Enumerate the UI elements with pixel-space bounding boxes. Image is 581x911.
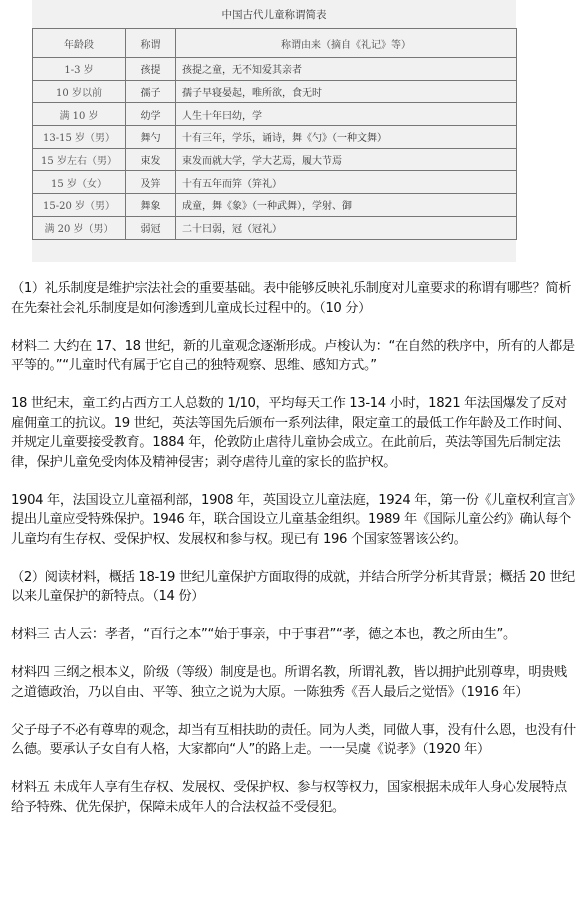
table-row [33, 171, 517, 194]
material-5: 材料五 未成年人享有生存权、发展权、受保护权、参与权等权力，国家根据未成年人身心发展特点给予特殊、优先保护，保障未成年人的合法权益不受侵犯。 [11, 780, 567, 815]
material-2-20th-century: 1904 年，法国设立儿童福利部，1908 年，英国设立儿童法庭，1924 年，第一份《儿童权利宣言》提出儿童应受特殊保护。1946 年，联合国设立儿童基金组织。1989 年《国际儿童公约》确认每个儿童均有生存权、受保护权、发展权和参与权。现已有 196 个国家签署该公约。 [11, 492, 575, 547]
row-origin: 束发而就大学，学大艺焉，履大节焉 [176, 148, 517, 171]
row-origin: 十有三年，学乐，诵诗，舞《勺》（一种文舞） [176, 126, 517, 149]
question-body [11, 279, 577, 836]
row-term: 孩提 [126, 58, 176, 81]
material-2-child-labor: 18 世纪末，童工约占西方工人总数的 1/10，平均每天工作 13-14 小时，1821 年法国爆发了反对雇佣童工的抗议。19 世纪，英法等国先后颁布一系列法律，限定童工的最低工作年龄及工作时间、并规定儿童要接受教育。1884 年，伦敦防止虐待儿童协会成立。在此前后，英法等国先后制定法律，保护儿童免受肉体及精神侵害；剥夺虐待儿童的家长的监护权。 [11, 396, 571, 470]
title-table-grid [32, 28, 517, 240]
row-age: 满 10 岁 [33, 103, 126, 126]
row-age: 13-15 岁（男） [33, 126, 126, 149]
row-age: 15 岁左右（男） [33, 148, 126, 171]
row-age: 1-3 岁 [33, 58, 126, 81]
table-row [33, 103, 517, 126]
table-row [33, 58, 517, 81]
table-header-row [33, 29, 517, 58]
table-row [33, 216, 517, 239]
table-row [33, 80, 517, 103]
row-origin: 孺子早寝晏起，唯所欲，食无时 [176, 80, 517, 103]
table-row [33, 148, 517, 171]
row-origin: 十有五年而笄（笄礼） [176, 171, 517, 194]
material-4-wu-yu: 父子母子不必有尊卑的观念，却当有互相扶助的责任。同为人类，同做人事，没有什么恩，也没有什么德。要承认子女自有人格，大家都向“人”的路上走。一一吴虞《说孝》（1920 年） [11, 722, 576, 757]
row-age: 10 岁以前 [33, 80, 126, 103]
row-origin: 孩提之童，无不知爱其亲者 [176, 58, 517, 81]
table-title: 中国古代儿童称谓简表 [221, 9, 327, 21]
header-age: 年龄段 [33, 29, 126, 58]
question-2: （2）阅读材料，概括 18-19 世纪儿童保护方面取得的成就，并结合所学分析其背景；概括 20 世纪以来儿童保护的新特点。（14 份） [11, 569, 575, 604]
row-term: 孺子 [126, 80, 176, 103]
row-term: 弱冠 [126, 216, 176, 239]
material-4-chen-duxiu: 材料四 三纲之根本义，阶级（等级）制度是也。所谓名教，所谓礼教，皆以拥护此别尊卑，明贵贱之道德政治，乃以自由、平等、独立之说为大原。一陈独秀《吾人最后之觉悟》（1916 年） [11, 665, 567, 700]
row-origin: 人生十年曰幼，学 [176, 103, 517, 126]
table-row [33, 194, 517, 217]
row-term: 束发 [126, 148, 176, 171]
header-term: 称谓 [126, 29, 176, 58]
question-1: （1）礼乐制度是维护宗法社会的重要基础。表中能够反映礼乐制度对儿童要求的称谓有哪些？简析在先秦社会礼乐制度是如何渗透到儿童成长过程中的。（10 分） [11, 281, 572, 316]
table-row [33, 126, 517, 149]
row-age: 满 20 岁（男） [33, 216, 126, 239]
row-origin: 成童，舞《象》（一种武舞），学射、御 [176, 194, 517, 217]
row-age: 15-20 岁（男） [33, 194, 126, 217]
row-term: 幼学 [126, 103, 176, 126]
row-term: 舞勺 [126, 126, 176, 149]
row-term: 及笄 [126, 171, 176, 194]
row-age: 15 岁（女） [33, 171, 126, 194]
material-3: 材料三 古人云：孝者，“百行之本”“始于事亲，中于事君”“孝，德之本也，教之所由生”。 [11, 627, 516, 642]
children-title-table [32, 0, 516, 262]
row-term: 舞象 [126, 194, 176, 217]
row-origin: 二十曰弱，冠（冠礼） [176, 216, 517, 239]
material-2-intro: 材料二 大约在 17、18 世纪，新的儿童观念逐渐形成。卢梭认为：“在自然的秩序中，所有的人都是平等的。”“儿童时代有属于它自己的独特观察、思维、感知方式。” [11, 338, 575, 373]
header-origin: 称谓由来（摘自《礼记》等） [176, 29, 517, 58]
